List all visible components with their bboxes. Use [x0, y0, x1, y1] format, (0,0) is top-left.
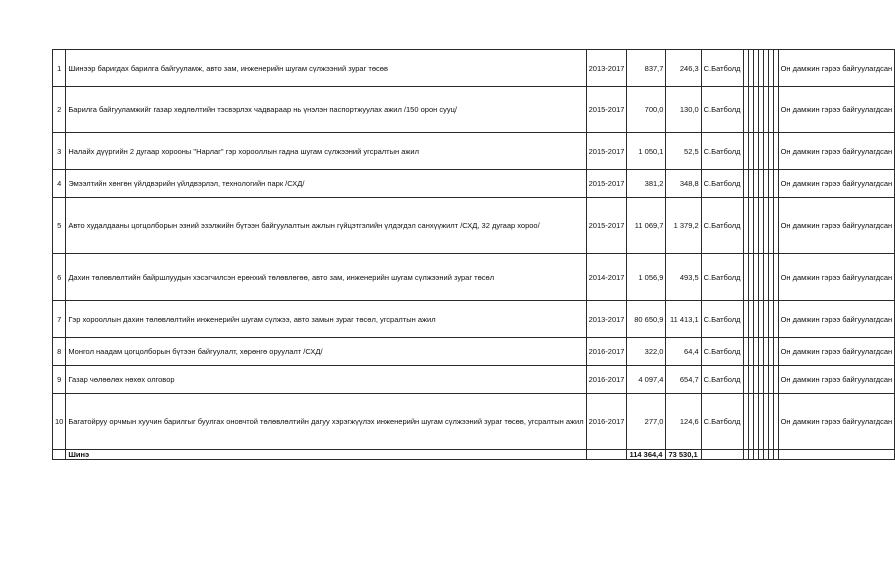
allocated-amount: 493,5 [666, 254, 701, 301]
row-number: 3 [53, 133, 66, 170]
row-number: 2 [53, 87, 66, 133]
allocated-amount: 1 379,2 [666, 198, 701, 254]
allocated-amount-sum: 73 530,1 [666, 450, 701, 460]
allocated-amount: 654,7 [666, 366, 701, 394]
row-number: 8 [53, 338, 66, 366]
table-row [53, 394, 895, 450]
allocated-amount: 52,5 [666, 133, 701, 170]
project-years: 2016-2017 [586, 366, 627, 394]
responsible-person: С.Батболд [701, 133, 743, 170]
table-row [53, 87, 895, 133]
responsible-person: С.Батболд [701, 87, 743, 133]
row-number: 6 [53, 254, 66, 301]
table-row [53, 366, 895, 394]
row-number: 5 [53, 198, 66, 254]
project-status: Он дамжин гэрээ байгуулагдсан [778, 170, 895, 198]
project-years: 2016-2017 [586, 394, 627, 450]
project-status: Он дамжин гэрээ байгуулагдсан [778, 338, 895, 366]
project-name: Дахин төлөвлөлтийн байршлуудын хэсэгчилсэн ерөнхий төлөвлөгөө, авто зам, инженерийн шугам сүлжээний зураг төсөл [66, 254, 586, 301]
total-cost: 277,0 [627, 394, 666, 450]
project-years: 2014-2017 [586, 254, 627, 301]
table-row [53, 133, 895, 170]
table-row [53, 301, 895, 338]
project-status: Он дамжин гэрээ байгуулагдсан [778, 366, 895, 394]
allocated-amount: 348,8 [666, 170, 701, 198]
total-cost-sum: 114 364,4 [627, 450, 666, 460]
total-cost: 1 050,1 [627, 133, 666, 170]
project-name: Багатойруу орчмын хуучин барилгыг буулгах оновчтой төлөвлөлтийн дагуу хэрэгжүүлэх инженерийн шугам сүлжээний зураг төсөв, угсралтын ажил [66, 394, 586, 450]
project-years: 2015-2017 [586, 87, 627, 133]
project-name: Газар чөлөөлөх нөхөх олговор [66, 366, 586, 394]
project-status: Он дамжин гэрээ байгуулагдсан [778, 50, 895, 87]
project-name: Налайх дүүргийн 2 дугаар хорооны "Нарлаг" гэр хорооллын гадна шугам сүлжээний угсралтын ажил [66, 133, 586, 170]
project-status: Он дамжин гэрээ байгуулагдсан [778, 254, 895, 301]
project-status: Он дамжин гэрээ байгуулагдсан [778, 198, 895, 254]
empty-cell [53, 450, 66, 460]
total-row [53, 450, 895, 460]
project-years: 2013-2017 [586, 301, 627, 338]
project-name: Шинээр баригдах барилга байгууламж, авто зам, инженерийн шугам сүлжээний зураг төсөв [66, 50, 586, 87]
project-name: Монгол наадам цогцолборын бүтээн байгуулалт, хөрөнгө оруулалт /СХД/ [66, 338, 586, 366]
row-number: 9 [53, 366, 66, 394]
row-number: 4 [53, 170, 66, 198]
allocated-amount: 11 413,1 [666, 301, 701, 338]
total-cost: 11 069,7 [627, 198, 666, 254]
allocated-amount: 64,4 [666, 338, 701, 366]
empty-cell [778, 450, 895, 460]
row-number: 7 [53, 301, 66, 338]
project-years: 2016-2017 [586, 338, 627, 366]
project-status: Он дамжин гэрээ байгуулагдсан [778, 133, 895, 170]
row-number: 1 [53, 50, 66, 87]
project-years: 2013-2017 [586, 50, 627, 87]
empty-cell [586, 450, 627, 460]
total-cost: 1 056,9 [627, 254, 666, 301]
responsible-person: С.Батболд [701, 198, 743, 254]
responsible-person: С.Батболд [701, 301, 743, 338]
total-cost: 80 650,9 [627, 301, 666, 338]
total-cost: 837,7 [627, 50, 666, 87]
total-label: Шинэ [66, 450, 586, 460]
project-years: 2015-2017 [586, 170, 627, 198]
table-row [53, 338, 895, 366]
project-years: 2015-2017 [586, 198, 627, 254]
responsible-person: С.Батболд [701, 170, 743, 198]
allocated-amount: 124,6 [666, 394, 701, 450]
responsible-person: С.Батболд [701, 366, 743, 394]
table-row [53, 198, 895, 254]
allocated-amount: 130,0 [666, 87, 701, 133]
project-name: Авто худалдааны цогцолборын эзний эзэлжийн бүтээн байгуулалтын ажлын гүйцэтгэлийн үлдэгдэл санхүүжилт /СХД, 32 дугаар хороо/ [66, 198, 586, 254]
empty-cell [701, 450, 743, 460]
responsible-person: С.Батболд [701, 394, 743, 450]
total-cost: 322,0 [627, 338, 666, 366]
responsible-person: С.Батболд [701, 50, 743, 87]
responsible-person: С.Батболд [701, 338, 743, 366]
project-status: Он дамжин гэрээ байгуулагдсан [778, 394, 895, 450]
project-name: Барилга байгууламжийг газар хөдлөлтийн тэсвэрлэх чадвараар нь үнэлэн паспортжуулах ажил /150 орон сууц/ [66, 87, 586, 133]
total-cost: 700,0 [627, 87, 666, 133]
responsible-person: С.Батболд [701, 254, 743, 301]
total-cost: 381,2 [627, 170, 666, 198]
table-row [53, 170, 895, 198]
project-status: Он дамжин гэрээ байгуулагдсан [778, 87, 895, 133]
allocated-amount: 246,3 [666, 50, 701, 87]
project-years: 2015-2017 [586, 133, 627, 170]
project-name: Гэр хорооллын дахин төлөвлөлтийн инженерийн шугам сүлжээ, авто замын зураг төсөл, угсралтын ажил [66, 301, 586, 338]
row-number: 10 [53, 394, 66, 450]
total-cost: 4 097,4 [627, 366, 666, 394]
project-name: Эмээлтийн хөнгөн үйлдвэрийн үйлдвэрлэл, технологийн парк /СХД/ [66, 170, 586, 198]
project-status: Он дамжин гэрээ байгуулагдсан [778, 301, 895, 338]
project-table [52, 49, 895, 460]
table-row [53, 50, 895, 87]
table-row [53, 254, 895, 301]
